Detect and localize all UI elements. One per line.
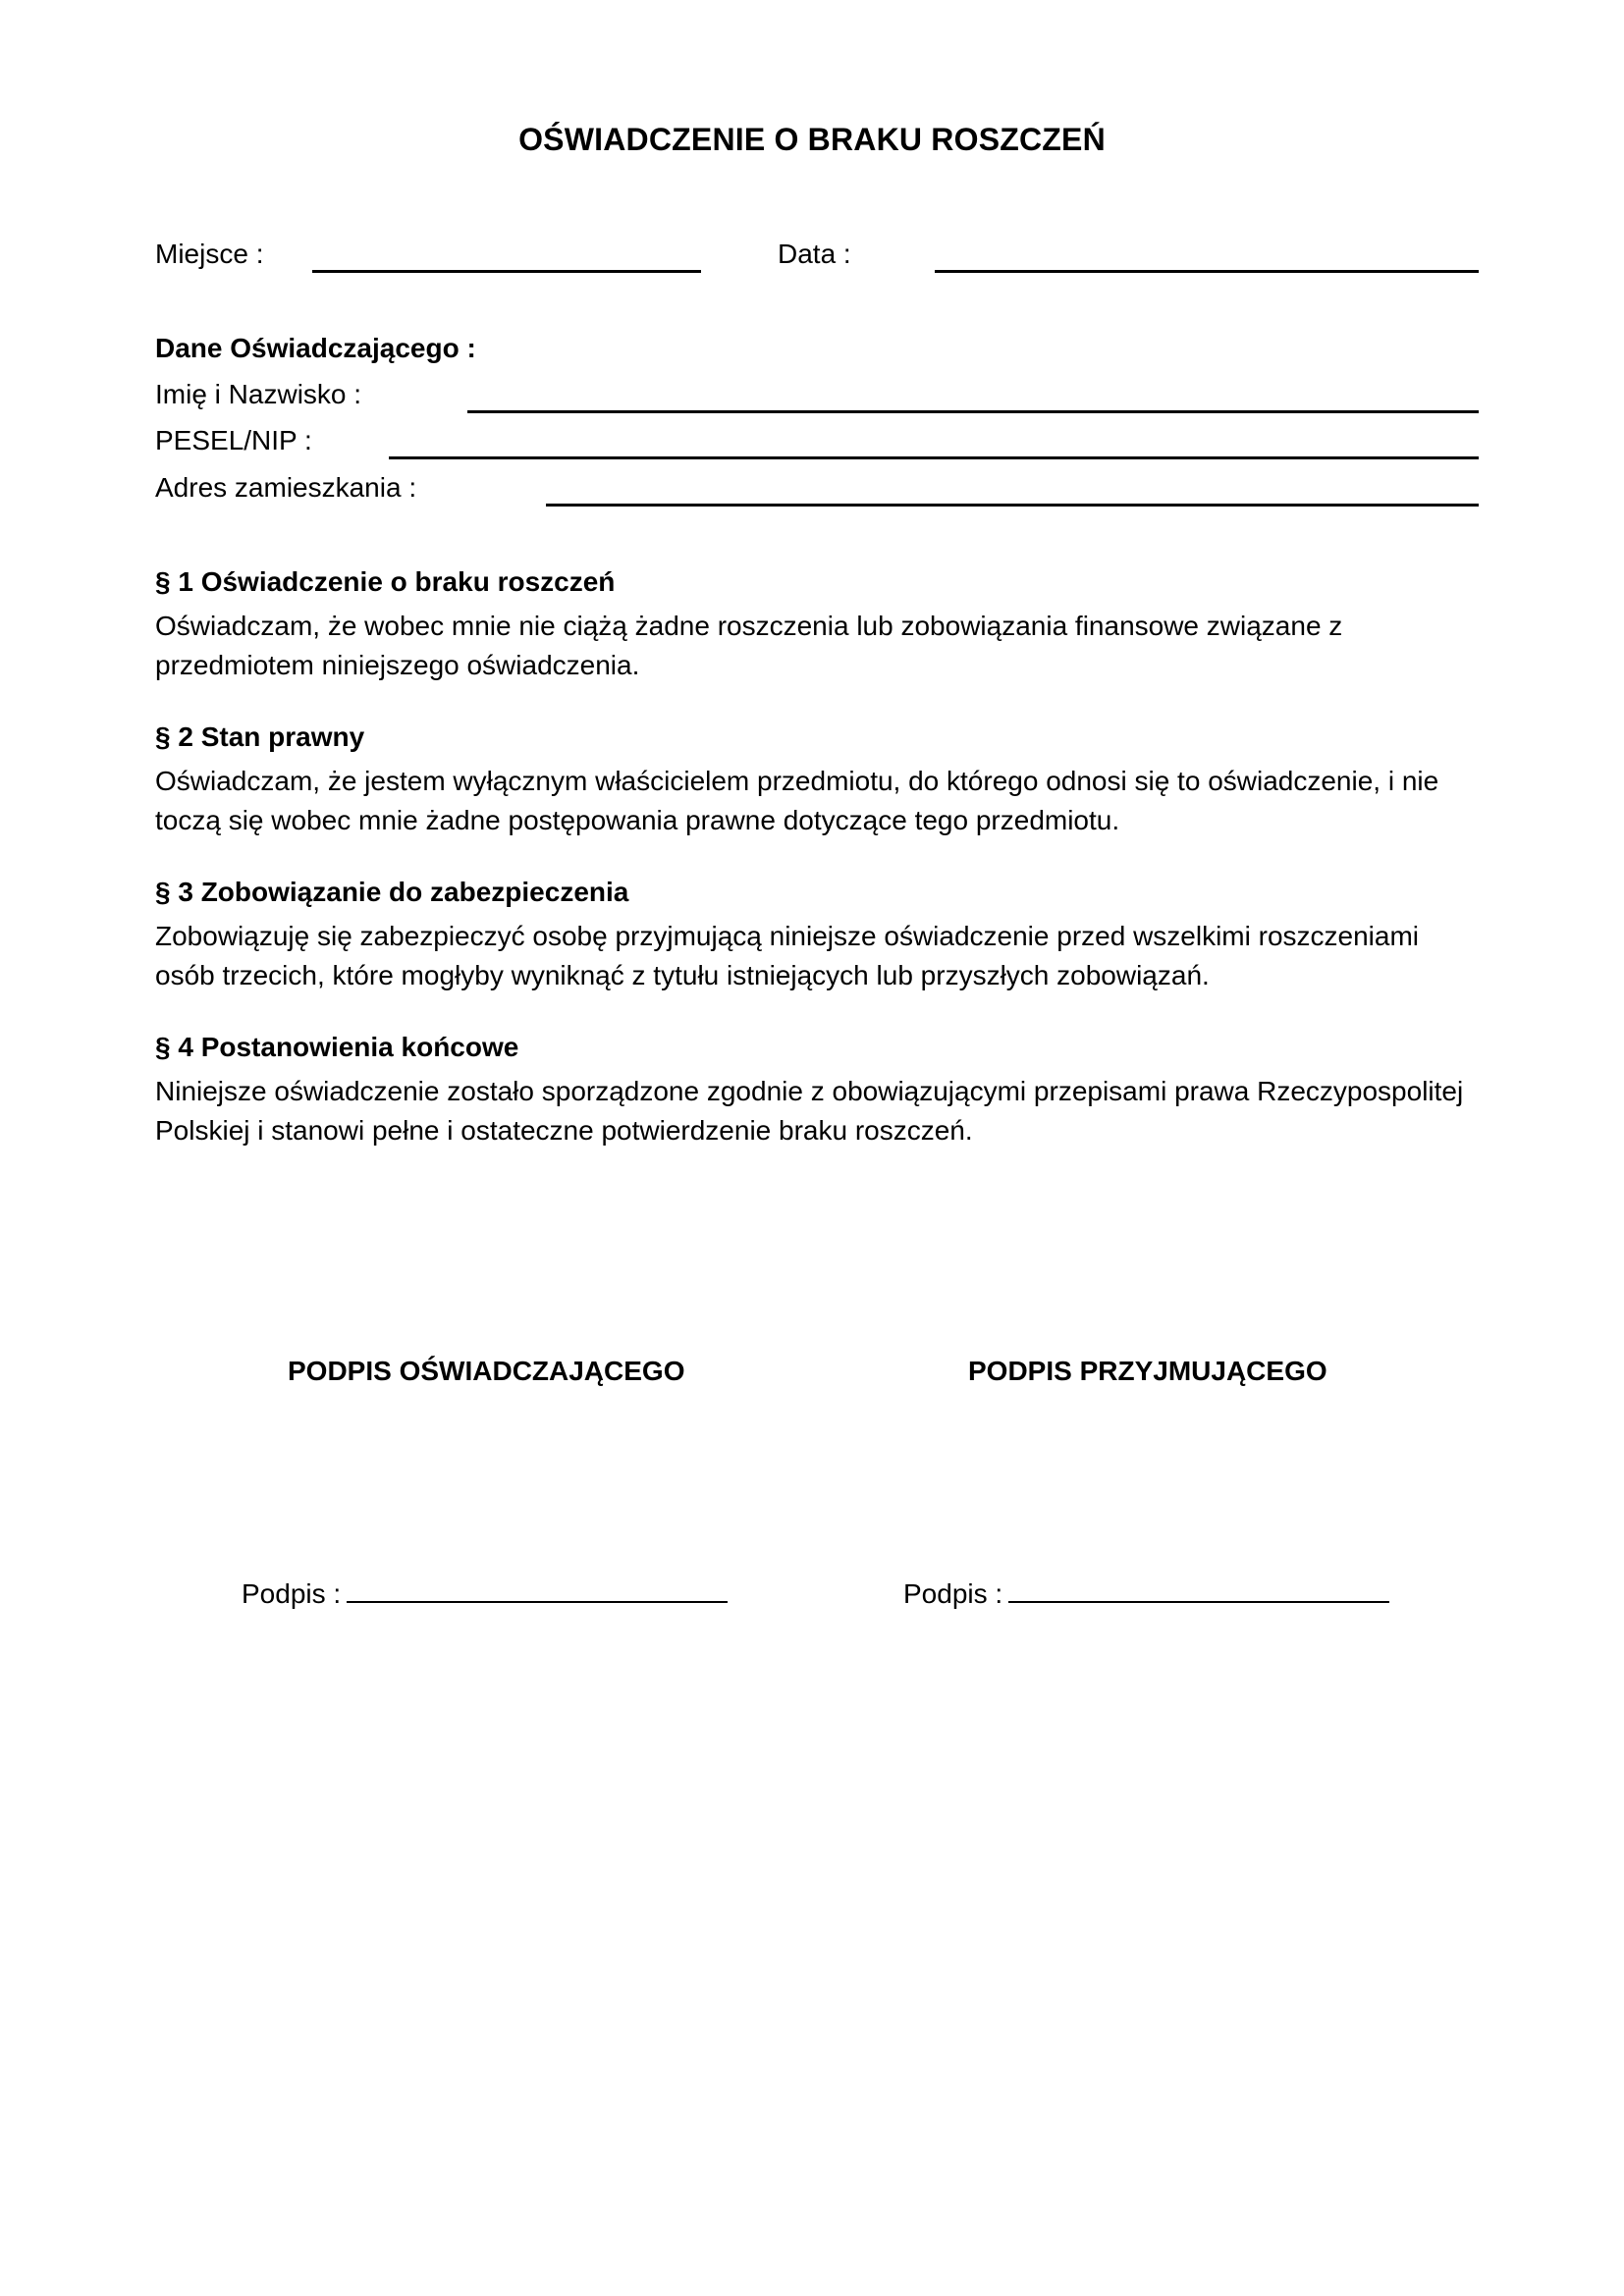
recipient-signature-heading: PODPIS PRZYJMUJĄCEGO <box>968 1356 1327 1386</box>
date-field[interactable] <box>935 270 1479 273</box>
section-2-line-1: Oświadczam, że jestem wyłącznym właścicielem przedmiotu, do którego odnosi się to oświadczenie, i nie <box>155 766 1439 796</box>
declarant-signature-heading: PODPIS OŚWIADCZAJĄCEGO <box>288 1356 685 1386</box>
section-3-heading: § 3 Zobowiązanie do zabezpieczenia <box>155 877 629 907</box>
section-3-line-1: Zobowiązuję się zabezpieczyć osobę przyjmującą niniejsze oświadczenie przed wszelkimi roszczeniami <box>155 921 1420 951</box>
section-2-line-2: toczą się wobec mnie żadne postępowania prawne dotyczące tego przedmiotu. <box>155 805 1120 835</box>
section-1-line-1: Oświadczam, że wobec mnie nie ciążą żadne roszczenia lub zobowiązania finansowe związane z <box>155 611 1343 641</box>
section-1-line-2: przedmiotem niniejszego oświadczenia. <box>155 650 640 680</box>
declarant-heading: Dane Oświadczającego : <box>155 333 476 363</box>
section-4-line-2: Polskiej i stanowi pełne i ostateczne potwierdzenie braku roszczeń. <box>155 1115 973 1146</box>
section-4-text <box>155 1072 1490 1150</box>
document-title: OŚWIADCZENIE O BRAKU ROSZCZEŃ <box>518 122 1106 157</box>
address-label: Adres zamieszkania : <box>155 472 417 503</box>
pesel-field[interactable] <box>389 456 1479 459</box>
section-4-line-1: Niniejsze oświadczenie zostało sporządzone zgodnie z obowiązującymi przepisami prawa Rzeczypospolitej <box>155 1076 1464 1106</box>
name-label: Imię i Nazwisko : <box>155 379 362 409</box>
declarant-signature-field[interactable] <box>347 1575 728 1603</box>
section-3-line-2: osób trzecich, które mogłyby wyniknąć z tytułu istniejących lub przyszłych zobowiązań. <box>155 960 1210 990</box>
section-1-heading: § 1 Oświadczenie o braku roszczeń <box>155 566 616 597</box>
recipient-signature-label: Podpis : <box>903 1578 1003 1609</box>
declarant-signature-row <box>242 1575 728 1611</box>
section-2-text <box>155 762 1490 840</box>
address-field[interactable] <box>546 504 1479 507</box>
place-label: Miejsce : <box>155 239 264 269</box>
date-label: Data : <box>778 239 851 269</box>
section-4-heading: § 4 Postanowienia końcowe <box>155 1032 519 1062</box>
declarant-signature-label: Podpis : <box>242 1578 342 1609</box>
section-1-text <box>155 607 1490 685</box>
recipient-signature-field[interactable] <box>1008 1575 1389 1603</box>
place-field[interactable] <box>312 270 701 273</box>
pesel-label: PESEL/NIP : <box>155 425 312 455</box>
recipient-signature-row <box>903 1575 1389 1611</box>
section-3-text <box>155 917 1490 995</box>
name-field[interactable] <box>467 410 1479 413</box>
section-2-heading: § 2 Stan prawny <box>155 721 365 752</box>
